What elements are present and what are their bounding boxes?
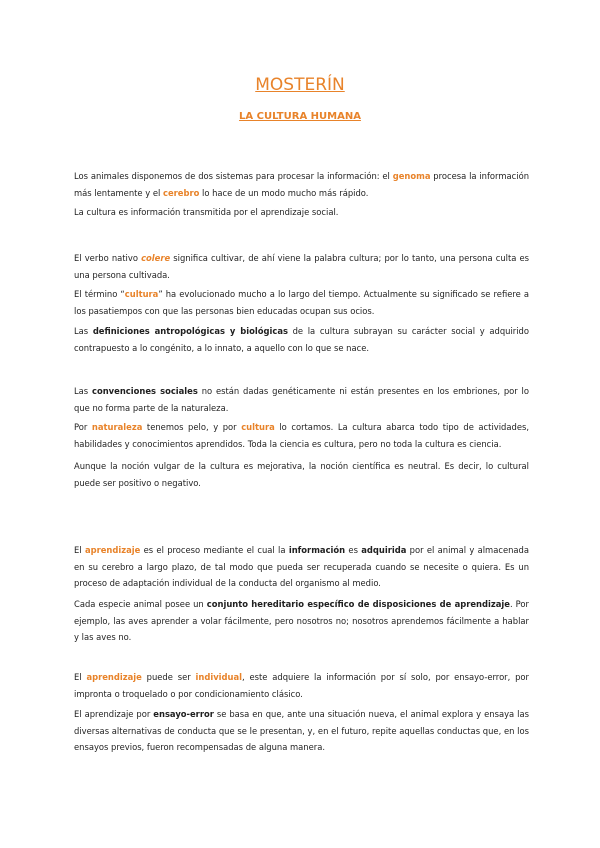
text: lo cortamos. La cultura abarca todo tipo de actividades, habilidades y conocimientos aprendidos. Toda la ciencia es cultura, pero no toda la cultura es ciencia. [74, 422, 529, 449]
paragraph-aprendizaje-individual [74, 669, 529, 702]
bold-definiciones: definiciones antropológicas y biológicas [92, 326, 288, 336]
text: Las [74, 386, 92, 396]
paragraph-definiciones [74, 323, 529, 356]
paragraph-especie-animal [74, 596, 529, 646]
text: lo hace de un modo mucho más rápido. [199, 187, 369, 198]
text: no están dadas genéticamente ni están presentes en los embriones, por lo que no forma parte de la naturaleza. [74, 386, 529, 413]
keyword-cultura: cultura [124, 289, 159, 299]
paragraph-nocion-vulgar: Aunque la noción vulgar de la cultura es mejorativa, la noción científica es neutral. Es decir, lo cultural puede ser positivo o negativo. [74, 461, 529, 488]
bold-ensayo-error: ensayo-error [153, 709, 214, 719]
text: El [74, 545, 85, 555]
text: . Por ejemplo, las aves aprender a volar fácilmente, pero nosotros no; nosotros aprendemos fácilmente a hablar y las aves no. [74, 599, 529, 642]
keyword-aprendizaje: aprendizaje [86, 672, 142, 682]
bold-informacion: información [288, 545, 346, 555]
keyword-cerebro: cerebro [163, 187, 200, 198]
paragraph-cultura-definicion: La cultura es información transmitida por el aprendizaje social. [74, 207, 339, 217]
bold-adquirida: adquirida [361, 545, 407, 555]
paragraph-colere [74, 250, 529, 283]
text: significa cultivar, de ahí viene la palabra cultura; por lo tanto, una persona culta es una persona cultivada. [74, 253, 529, 280]
keyword-individual: individual [195, 672, 243, 682]
keyword-aprendizaje: aprendizaje [84, 545, 141, 555]
text: procesa la información más lentamente y el [74, 171, 530, 198]
text: El aprendizaje por [74, 709, 154, 719]
paragraph-aprendizaje [74, 542, 529, 592]
text: es [345, 545, 362, 555]
text: puede ser [141, 672, 196, 682]
text: ” ha evolucionado mucho a lo largo del tiempo. Actualmente su significado se refiere a los pasatiempos con que las personas bien educadas ocupan sus ocios. [74, 289, 529, 316]
text: Por [74, 422, 92, 432]
text: Cada especie animal posee un [74, 599, 207, 609]
text: Las [74, 326, 93, 336]
paragraph-ensayo-error [74, 706, 529, 756]
text: El verbo nativo [74, 253, 142, 263]
text: de la cultura subrayan su carácter social y adquirido contrapuesto a lo congénito, a lo innato, a aquello con lo que se nace. [74, 326, 529, 353]
document-subtitle: LA CULTURA HUMANA [239, 111, 361, 122]
text: El [74, 672, 87, 682]
keyword-genoma: genoma [392, 171, 431, 181]
text: El término “ [74, 289, 125, 299]
keyword-colere: colere [141, 253, 171, 263]
paragraph-termino-cultura [74, 286, 529, 319]
text: es el proceso mediante el cual la [140, 545, 289, 555]
bold-convenciones: convenciones sociales [92, 386, 198, 396]
text: , este adquiere la información por sí solo, por ensayo-error, por impronta o troquelado o por condicionamiento clásico. [74, 672, 529, 699]
text: tenemos pelo, y por [142, 422, 242, 432]
paragraph-naturaleza [74, 419, 529, 452]
paragraph-convenciones [74, 383, 529, 416]
text: se basa en que, ante una situación nueva, el animal explora y ensaya las diversas alternativas de conducta que se le presentan, y, en el futuro, repite aquellas conductas que, en los ensayos previos, fueron recompensadas de alguna manera. [74, 709, 529, 752]
document-title: MOSTERÍN [255, 75, 345, 95]
text: Los animales disponemos de dos sistemas para procesar la información: el [74, 171, 393, 181]
paragraph-sistemas [74, 168, 529, 201]
keyword-naturaleza: naturaleza [91, 422, 143, 432]
text: por el animal y almacenada en su cerebro a largo plazo, de tal modo que pueda ser recuperada cuando se necesite o quiera. Es un proceso de adaptación individual de la conducta del organismo al medio. [74, 545, 529, 588]
bold-conjunto-hereditario: conjunto hereditario específico de disposiciones de aprendizaje [206, 599, 510, 609]
keyword-cultura: cultura [241, 422, 275, 432]
